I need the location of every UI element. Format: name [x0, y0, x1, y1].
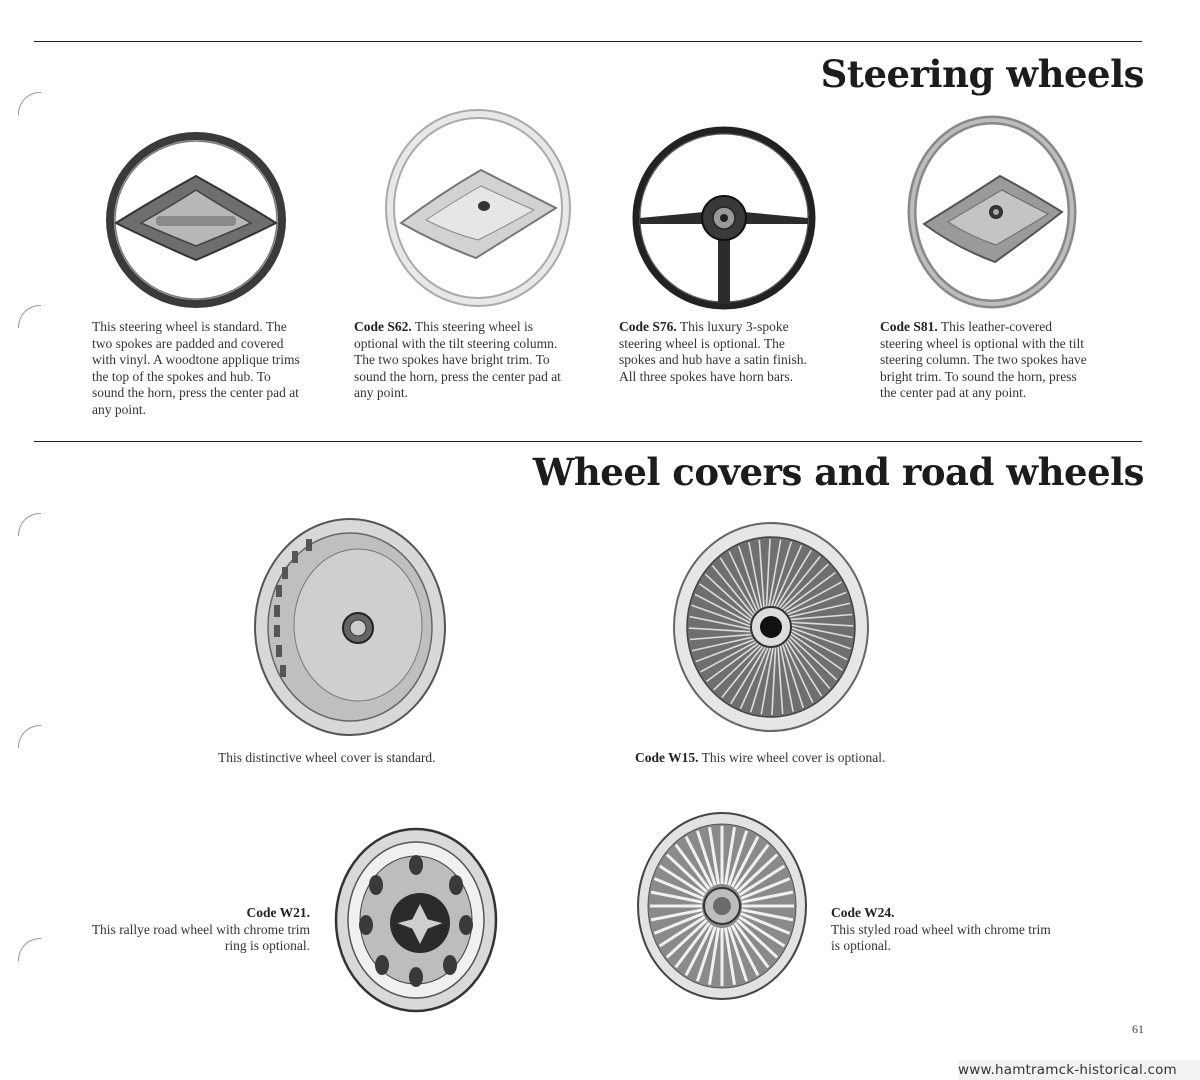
caption-text: This distinctive wheel cover is standard.: [218, 750, 436, 765]
caption-code: Code S62.: [354, 319, 412, 334]
s62-steering-wheel-icon: [366, 108, 576, 308]
standard-wheel-cover-caption: [218, 750, 518, 767]
watermark-url[interactable]: www.hamtramck-historical.com: [958, 1060, 1200, 1080]
s81-leather-steering-wheel-icon: [900, 112, 1080, 312]
standard-steering-wheel-icon: [96, 128, 296, 308]
binder-hole: [18, 725, 41, 748]
caption-text: This steering wheel is standard. The two spokes are padded and covered with vinyl. A woodtone applique trims the top of the spokes and hub. To sound the horn, press the center pad at any point.: [92, 319, 300, 417]
steering-wheel-s81-caption: [880, 319, 1090, 402]
binder-hole: [18, 513, 41, 536]
mid-rule: [34, 441, 1142, 442]
binder-hole: [18, 305, 41, 328]
steering-wheel-standard-caption: [92, 319, 302, 418]
steering-wheel-s76-caption: [619, 319, 824, 385]
caption-text: This steering wheel is optional with the tilt steering column. The two spokes have bright trim. To sound the horn, press the center pad at any point.: [354, 319, 561, 400]
page-number: 61: [1132, 1022, 1144, 1036]
w24-styled-road-wheel-icon: [632, 808, 812, 1004]
caption-code: Code W24.: [831, 905, 895, 920]
s76-three-spoke-steering-wheel-icon: [626, 120, 822, 316]
steering-wheels-title: Steering wheels: [820, 52, 1144, 96]
w21-rallye-road-wheel-caption: [90, 905, 310, 955]
w15-wire-wheel-cover-icon: [670, 520, 872, 734]
steering-wheel-s62-caption: [354, 319, 569, 402]
binder-hole: [18, 938, 41, 961]
binder-hole: [18, 92, 41, 115]
caption-code: Code S81.: [880, 319, 938, 334]
top-rule: [34, 41, 1142, 42]
caption-text: This luxury 3-spoke steering wheel is optional. The spokes and hub have a satin finish. All three spokes have horn bars.: [619, 319, 807, 384]
caption-text: This wire wheel cover is optional.: [698, 750, 886, 765]
w21-rallye-road-wheel-icon: [332, 825, 500, 1015]
standard-wheel-cover-icon: [240, 515, 450, 740]
caption-text: This leather-covered steering wheel is optional with the tilt steering column. The two spokes have bright trim. To sound the horn, press the center pad at any point.: [880, 319, 1087, 400]
caption-code: Code S76.: [619, 319, 677, 334]
caption-text: This rallye road wheel with chrome trim ring is optional.: [91, 921, 310, 953]
w24-styled-road-wheel-caption: [831, 905, 1051, 955]
caption-code: Code W15.: [635, 750, 699, 765]
caption-text: This styled road wheel with chrome trim is optional.: [831, 921, 1051, 953]
caption-code: Code W21.: [246, 905, 310, 920]
w15-wire-wheel-cover-caption: [635, 750, 935, 767]
wheel-covers-title: Wheel covers and road wheels: [532, 450, 1144, 494]
